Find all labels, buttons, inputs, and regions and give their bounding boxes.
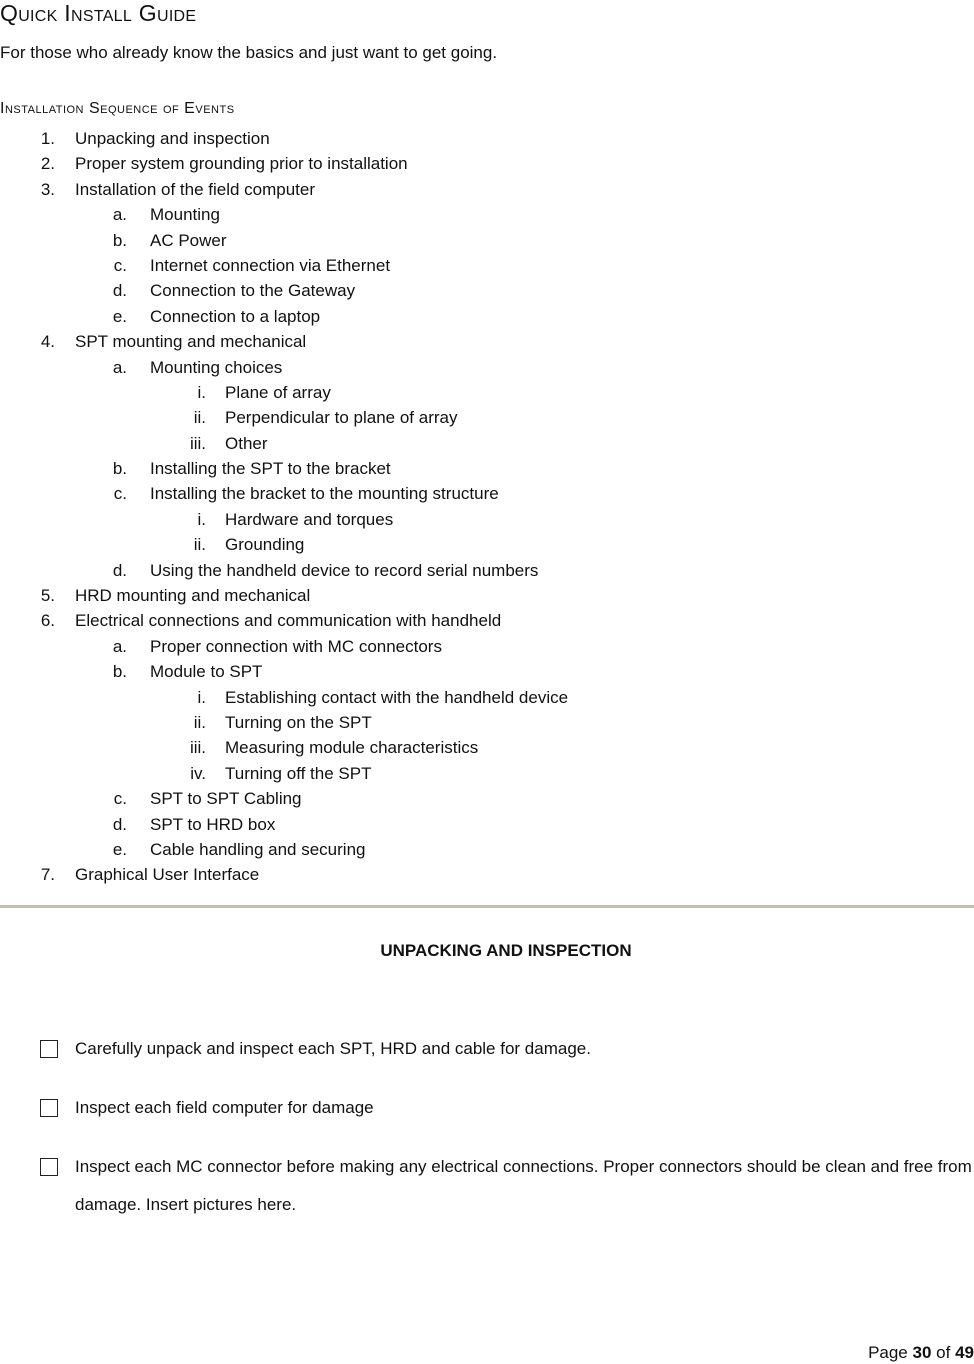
checklist-item-text: Carefully unpack and inspect each SPT, HRD and cable for damage.: [75, 1039, 591, 1058]
outline-item-level-1: [0, 126, 974, 151]
checkbox[interactable]: [40, 1158, 58, 1176]
outline-item-marker: ii.: [193, 535, 206, 555]
outline-item-level-2: [0, 481, 974, 506]
outline-item-level-1: [0, 862, 974, 887]
outline-item-level-3: [0, 405, 974, 430]
outline-item-text: Electrical connections and communication with handheld: [75, 611, 502, 631]
outline-item-level-2: [0, 456, 974, 481]
outline-item-text: Turning on the SPT: [225, 712, 372, 732]
outline-item-level-3: [0, 761, 974, 786]
outline-item-level-3: [0, 380, 974, 405]
outline-item-text: Turning off the SPT: [225, 763, 372, 783]
outline-item-text: AC Power: [150, 230, 227, 250]
outline-item-marker: e.: [112, 306, 127, 326]
checklist-item-text: Inspect each MC connector before making any electrical connections. Proper connectors should be clean and free from damage. Insert pictures here.: [75, 1157, 972, 1214]
outline-item-marker: c.: [113, 789, 127, 809]
outline-item-level-2: [0, 812, 974, 837]
outline-item-marker: e.: [112, 839, 127, 859]
outline-item-text: Plane of array: [225, 382, 331, 402]
checkbox[interactable]: [40, 1099, 58, 1117]
sequence-heading: Installation Sequence of Events: [0, 100, 235, 117]
outline-item-marker: c.: [113, 255, 127, 275]
outline-item-level-3: [0, 685, 974, 710]
outline-item-marker: ii.: [193, 408, 206, 428]
outline-item-text: Perpendicular to plane of array: [225, 408, 458, 428]
outline-item-marker: i.: [197, 509, 206, 529]
outline-item-marker: a.: [112, 636, 127, 656]
installation-sequence-list: [0, 126, 974, 888]
outline-item-text: Using the handheld device to record serial numbers: [150, 560, 539, 580]
outline-item-text: Other: [225, 433, 268, 453]
outline-item-marker: 2.: [40, 154, 55, 174]
page-title: Quick Install Guide: [0, 0, 197, 26]
outline-item-text: Graphical User Interface: [75, 865, 260, 885]
outline-item-text: Installation of the field computer: [75, 179, 316, 199]
outline-item-marker: i.: [197, 382, 206, 402]
page-total: 49: [955, 1343, 974, 1362]
outline-item-text: HRD mounting and mechanical: [75, 586, 311, 606]
outline-item-level-2: [0, 304, 974, 329]
outline-item-text: Installing the bracket to the mounting structure: [150, 484, 499, 504]
outline-item-level-2: [0, 659, 974, 684]
outline-item-level-2: [0, 228, 974, 253]
outline-item-level-2: [0, 634, 974, 659]
outline-item-level-2: [0, 837, 974, 862]
outline-item-text: Mounting: [150, 205, 220, 225]
outline-item-level-2: [0, 786, 974, 811]
outline-item-level-3: [0, 735, 974, 760]
outline-item-text: Cable handling and securing: [150, 839, 366, 859]
outline-item-marker: d.: [112, 814, 127, 834]
outline-item-text: Grounding: [225, 535, 305, 555]
outline-item-marker: iii.: [189, 738, 206, 758]
outline-item-level-2: [0, 558, 974, 583]
outline-item-text: Establishing contact with the handheld device: [225, 687, 569, 707]
checkbox[interactable]: [40, 1040, 58, 1058]
outline-item-marker: b.: [112, 459, 127, 479]
outline-item-marker: 7.: [40, 865, 55, 885]
outline-item-level-3: [0, 431, 974, 456]
page-of: of: [936, 1343, 951, 1362]
outline-item-level-3: [0, 710, 974, 735]
outline-item-text: Installing the SPT to the bracket: [150, 459, 391, 479]
outline-item-text: Proper connection with MC connectors: [150, 636, 442, 656]
outline-item-marker: 4.: [40, 332, 55, 352]
outline-item-marker: ii.: [193, 712, 206, 732]
outline-item-text: Measuring module characteristics: [225, 738, 479, 758]
outline-item-level-2: [0, 253, 974, 278]
outline-item-marker: a.: [112, 357, 127, 377]
outline-item-level-2: [0, 355, 974, 380]
outline-item-text: Module to SPT: [150, 662, 263, 682]
outline-item-marker: a.: [112, 205, 127, 225]
outline-item-text: SPT mounting and mechanical: [75, 332, 307, 352]
outline-item-level-1: [0, 583, 974, 608]
outline-item-text: SPT to HRD box: [150, 814, 276, 834]
outline-item-marker: i.: [197, 687, 206, 707]
outline-item-text: SPT to SPT Cabling: [150, 789, 302, 809]
outline-item-marker: c.: [113, 484, 127, 504]
outline-item-text: Proper system grounding prior to installation: [75, 154, 408, 174]
outline-item-text: Unpacking and inspection: [75, 129, 270, 148]
outline-item-marker: d.: [112, 281, 127, 301]
outline-item-marker: b.: [112, 230, 127, 250]
outline-item-level-1: [0, 608, 974, 633]
outline-item-marker: d.: [112, 560, 127, 580]
checklist-item-text: Inspect each field computer for damage: [75, 1098, 374, 1117]
outline-item-marker: iii.: [189, 433, 206, 453]
outline-item-level-1: [0, 151, 974, 176]
outline-item-level-3: [0, 507, 974, 532]
outline-item-marker: iv.: [190, 763, 206, 783]
outline-item-text: Connection to the Gateway: [150, 281, 356, 301]
outline-item-marker: 5.: [40, 586, 55, 606]
outline-item-level-3: [0, 532, 974, 557]
outline-item-level-1: [0, 177, 974, 202]
outline-item-level-1: [0, 329, 974, 354]
outline-item-text: Hardware and torques: [225, 509, 394, 529]
section-title-unpacking: UNPACKING AND INSPECTION: [380, 941, 632, 960]
outline-item-level-2: [0, 278, 974, 303]
outline-item-marker: 6.: [40, 611, 55, 631]
outline-item-marker: 3.: [40, 179, 55, 199]
page-number: [868, 1342, 974, 1364]
page-current: 30: [912, 1343, 932, 1362]
section-divider: [0, 905, 974, 908]
outline-item-text: Mounting choices: [150, 357, 283, 377]
outline-item-text: Connection to a laptop: [150, 306, 321, 326]
outline-item-marker: b.: [112, 662, 127, 682]
outline-item-level-2: [0, 202, 974, 227]
outline-item-text: Internet connection via Ethernet: [150, 255, 391, 275]
page-label: Page: [868, 1343, 908, 1362]
page-subtitle: For those who already know the basics and just want to get going.: [0, 43, 498, 62]
outline-item-marker: 1.: [40, 129, 55, 148]
